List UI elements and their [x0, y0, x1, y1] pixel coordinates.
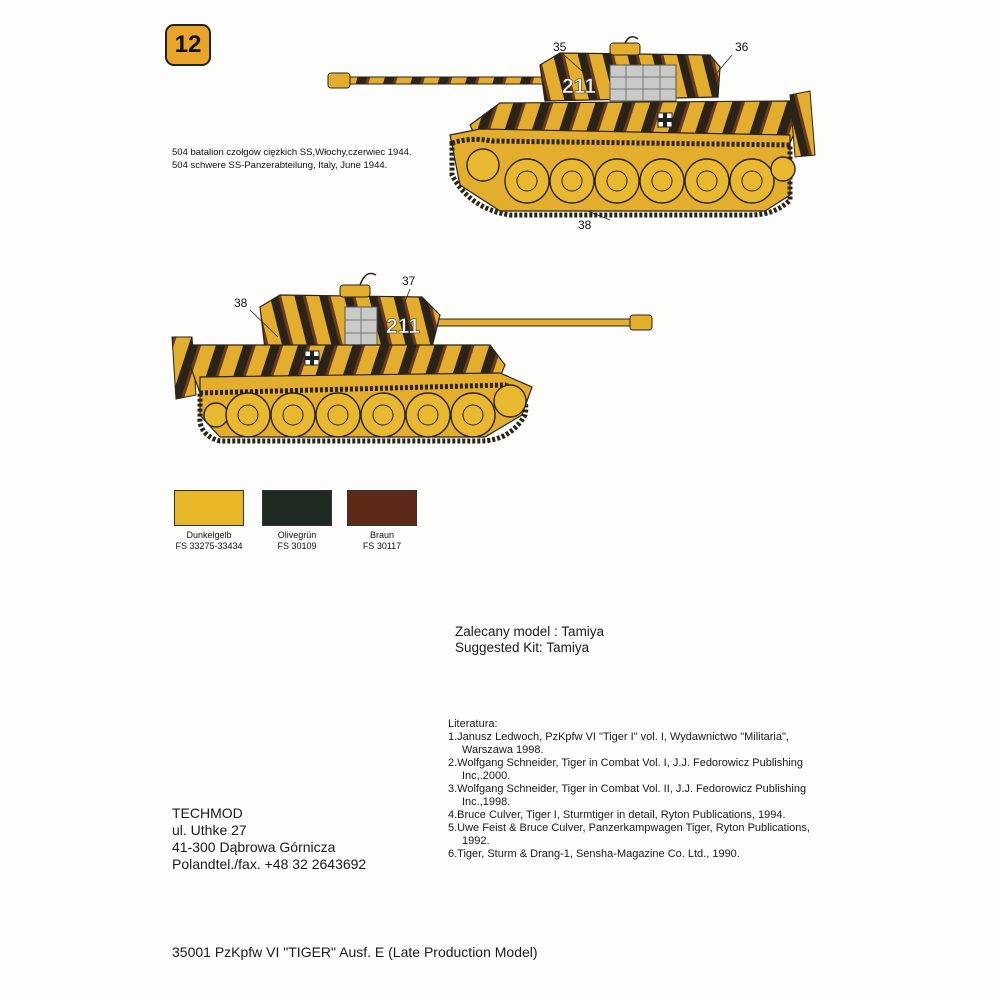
plate-number-badge: 12 — [165, 24, 211, 66]
swatch-fill — [262, 490, 332, 526]
suggested-kit-english: Suggested Kit: Tamiya — [455, 640, 590, 655]
caption-polish: 504 batalion czołgów ciężkich SS,Włochy,czerwiec 1944. — [172, 147, 412, 158]
upper-tank-illustration — [320, 25, 820, 240]
swatch-label-olivegrun — [252, 530, 342, 552]
literature-item: 6.Tiger, Sturm & Drang-1, Sensha-Magazine Co. Ltd., 1990. — [448, 848, 740, 860]
caption-english: 504 schwere SS-Panzerabteilung, Italy, June 1944. — [172, 160, 388, 171]
color-swatch-olivegrun — [262, 490, 332, 526]
swatch-name: Dunkelgelb — [186, 530, 232, 540]
suggested-kit-polish: Zalecany model : Tamiya — [455, 624, 605, 639]
balkenkreuz-marking — [658, 113, 672, 127]
callout-37: 37 — [402, 274, 416, 288]
swatch-code: FS 30117 — [362, 541, 402, 551]
swatch-name: Braun — [369, 530, 395, 540]
literature-list — [448, 718, 828, 861]
spare-track-links-lower — [345, 307, 377, 347]
lower-tank-illustration — [160, 265, 670, 450]
swatch-label-braun — [337, 530, 427, 552]
literature-item: 4.Bruce Culver, Tiger I, Sturmtiger in detail, Ryton Publications, 1994. — [448, 809, 786, 821]
spare-track-links — [610, 65, 676, 101]
city: 41-300 Dąbrowa Górnicza — [172, 839, 336, 855]
swatch-fill — [174, 490, 244, 526]
turret-number: 211 — [562, 75, 596, 98]
callout-36: 36 — [735, 40, 749, 54]
suggested-kit — [455, 624, 604, 656]
literature-item: 2.Wolfgang Schneider, Tiger in Combat Vol. I, J.J. Fedorowicz Publishing Inc,.2000. — [448, 757, 804, 782]
product-title-footer: 35001 PzKpfw VI "TIGER" Ausf. E (Late Production Model) — [172, 944, 538, 960]
swatch-fill — [347, 490, 417, 526]
swatch-name: Olivegrün — [277, 530, 317, 540]
literature-item: 1.Janusz Ledwoch, PzKpfw VI "Tiger I" vol. I, Wydawnictwo "Militaria", Warszawa 1998. — [448, 731, 789, 756]
balkenkreuz-marking-lower — [305, 351, 319, 365]
phone: Polandtel./fax. +48 32 2643692 — [172, 856, 367, 872]
turret-number-lower: 211 — [386, 315, 420, 338]
color-swatch-braun — [347, 490, 417, 526]
callout-38-upper: 38 — [578, 218, 592, 232]
publisher-address — [172, 805, 366, 873]
color-swatch-dunkelgelb — [174, 490, 244, 526]
company-name: TECHMOD — [172, 805, 243, 821]
callout-38-lower: 38 — [234, 296, 248, 310]
literature-item: 3.Wolfgang Schneider, Tiger in Combat Vol. II, J.J. Fedorowicz Publishing Inc.,1998. — [448, 783, 807, 808]
literature-title: Literatura: — [448, 718, 498, 730]
callout-35: 35 — [553, 40, 567, 54]
street: ul. Uthke 27 — [172, 822, 247, 838]
swatch-code: FS 33275-33434 — [175, 541, 243, 551]
swatch-code: FS 30109 — [277, 541, 317, 551]
literature-item: 5.Uwe Feist & Bruce Culver, Panzerkampwagen Tiger, Ryton Publications, 1992. — [448, 822, 810, 847]
swatch-label-dunkelgelb — [164, 530, 254, 552]
